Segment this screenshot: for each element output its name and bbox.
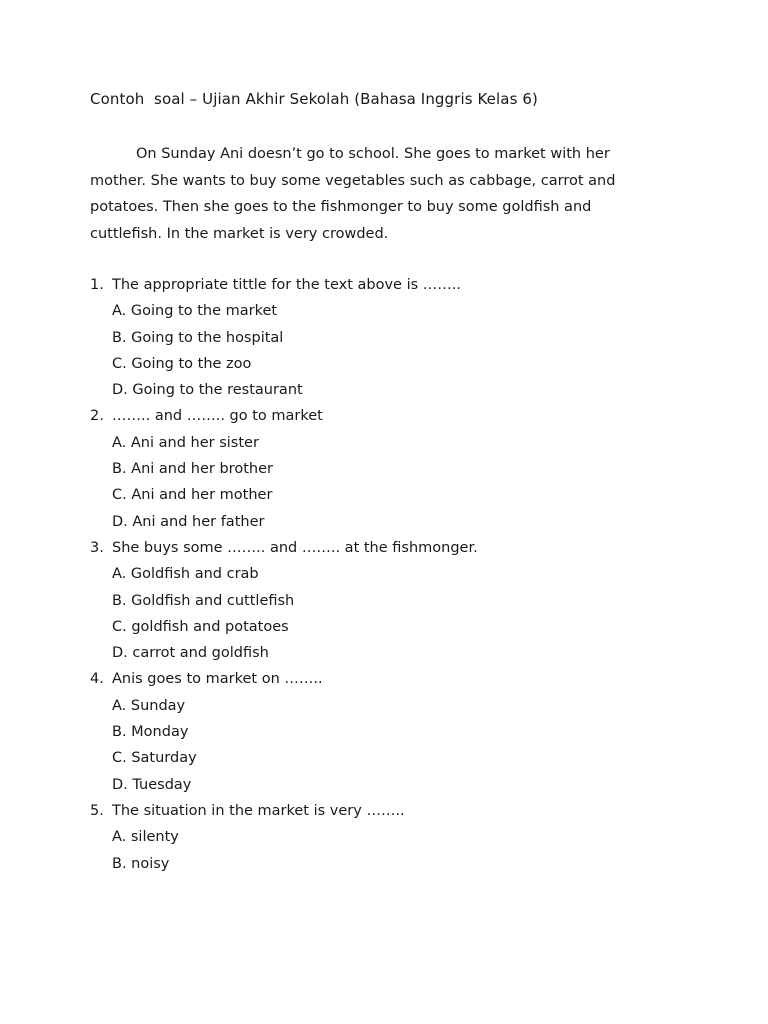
question-number: 1. xyxy=(90,277,104,293)
answer-option: A. Goldfish and crab xyxy=(112,566,259,583)
question-text: …….. and …….. go to market xyxy=(112,408,323,425)
passage-line: cuttlefish. In the market is very crowded. xyxy=(90,225,389,242)
question-text: The situation in the market is very …….. xyxy=(112,802,405,819)
answer-option: B. Goldfish and cuttlefish xyxy=(112,592,295,609)
answer-options xyxy=(90,824,690,877)
answer-option: A. Ani and her sister xyxy=(112,434,259,451)
answer-option: A. Going to the market xyxy=(112,303,278,320)
answer-option: C. Going to the zoo xyxy=(112,355,252,372)
passage-line: potatoes. Then she goes to the fishmonger to buy some goldfish and xyxy=(90,199,592,215)
answer-options xyxy=(90,430,690,535)
document-title: Contoh soal – Ujian Akhir Sekolah (Bahasa Inggris Kelas 6) xyxy=(90,90,538,108)
question-3 xyxy=(90,535,690,666)
answer-option: D. Ani and her father xyxy=(112,513,265,530)
passage-line: On Sunday Ani doesn’t go to school. She goes to market with her xyxy=(136,146,610,162)
question-5 xyxy=(90,798,690,877)
answer-options xyxy=(90,298,690,403)
answer-option: D. Going to the restaurant xyxy=(112,382,303,399)
question-4 xyxy=(90,666,690,797)
question-row xyxy=(90,403,690,429)
question-2 xyxy=(90,403,690,534)
answer-option: C. Ani and her mother xyxy=(112,487,273,504)
answer-option: D. carrot and goldfish xyxy=(112,645,269,662)
question-text: She buys some …….. and …….. at the fishmonger. xyxy=(112,539,478,556)
question-number: 4. xyxy=(90,671,104,688)
passage-line: mother. She wants to buy some vegetables such as cabbage, carrot and xyxy=(90,172,616,189)
question-row xyxy=(90,798,690,824)
question-row xyxy=(90,535,690,561)
question-1 xyxy=(90,272,690,403)
question-text: The appropriate tittle for the text above is …….. xyxy=(112,277,461,293)
answer-option: B. Going to the hospital xyxy=(112,329,284,346)
answer-options xyxy=(90,693,690,798)
answer-option: C. goldfish and potatoes xyxy=(112,618,289,635)
answer-option: B. Ani and her brother xyxy=(112,461,273,478)
question-number: 3. xyxy=(90,539,104,556)
answer-option: B. Monday xyxy=(112,724,189,741)
answer-option: C. Saturday xyxy=(112,750,197,767)
question-text: Anis goes to market on …….. xyxy=(112,671,323,688)
question-row xyxy=(90,272,690,298)
answer-option: A. silenty xyxy=(112,829,179,846)
question-number: 5. xyxy=(90,802,104,819)
answer-options xyxy=(90,561,690,666)
answer-option: B. noisy xyxy=(112,855,170,872)
reading-passage xyxy=(90,141,650,247)
question-row xyxy=(90,666,690,692)
answer-option: D. Tuesday xyxy=(112,776,192,793)
answer-option: A. Sunday xyxy=(112,697,186,714)
question-list xyxy=(90,272,690,877)
question-number: 2. xyxy=(90,408,104,425)
